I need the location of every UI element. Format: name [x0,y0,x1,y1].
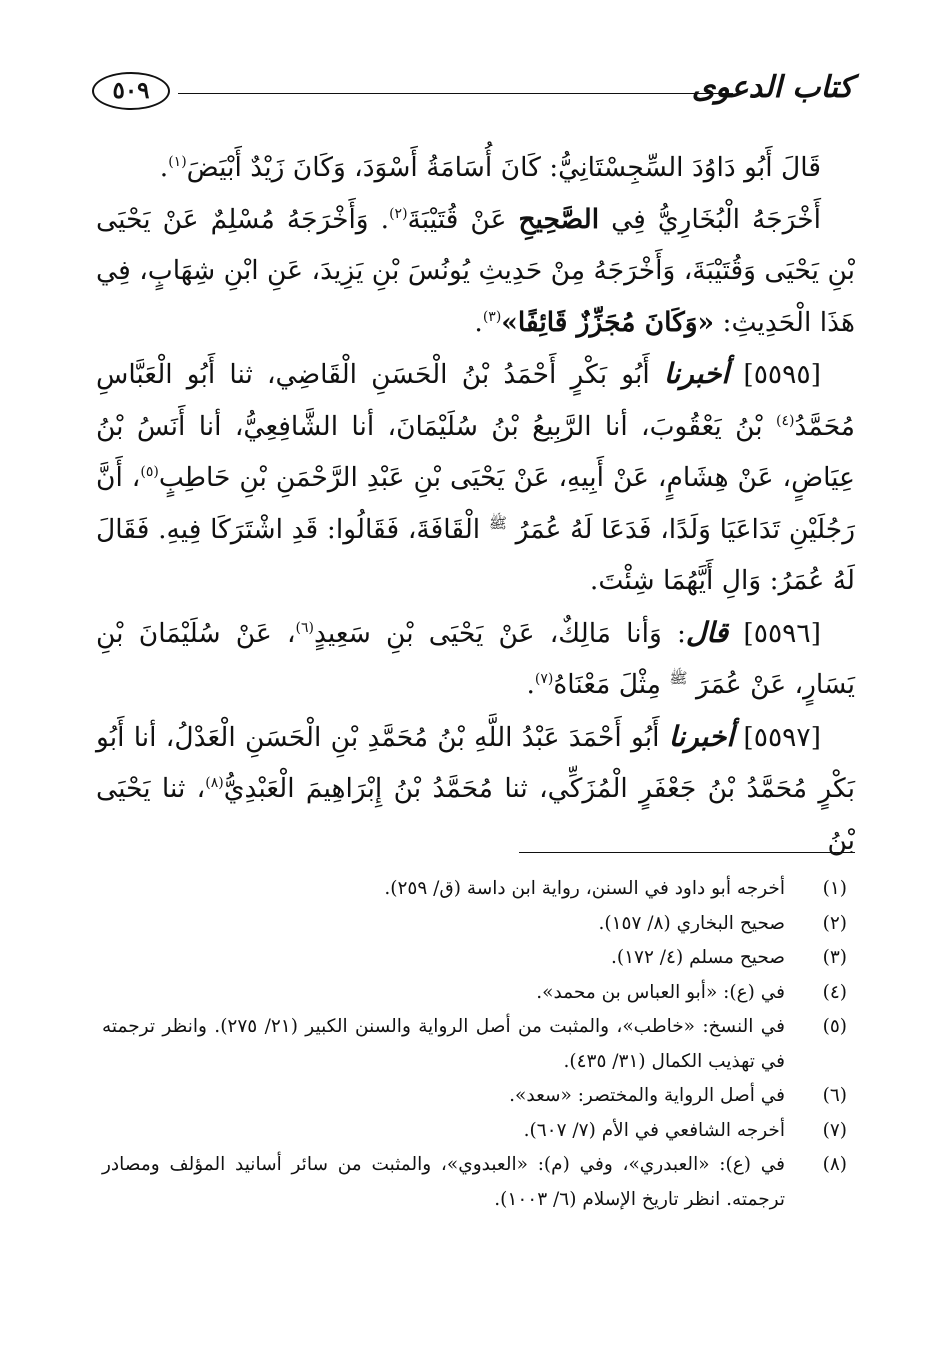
footnote-item [102,872,847,907]
paragraph-text: . [159,152,169,183]
footnote-item [102,941,847,976]
footnotes-list [102,872,847,1217]
hadith-number: [٥٥٩٥] [743,359,821,390]
footnote-text: في (ع): «العبدري»، وفي (م): «العبدوي»، والمثبت من سائر أسانيد المؤلف ومصادر ترجمته. انظر تاريخ الإسلام (٦/ ١٠٠٣). [102,1154,785,1210]
hadith-5596 [96,607,855,711]
paragraph-text: ، عَنْ سُلَيْمَانَ بْنِ يَسَارٍ، عَنْ عُمَرَ [96,617,855,700]
book-name: الصَّحِيحِ [518,203,600,235]
paragraph-abu-dawud [96,142,855,194]
footnote-text: أخرجه أبو داود في السنن، رواية ابن داسة (ق/ ٢٥٩). [384,878,785,899]
footnote-item [102,1114,847,1149]
footnote-ref: (٦) [295,619,314,636]
footnote-number: (٥) [822,1016,847,1037]
footnote-separator [519,852,855,853]
main-text [96,142,855,866]
footnote-ref: (٧) [534,671,554,688]
footnote-number: (٦) [822,1085,847,1106]
paragraph-text: مِثْلَ مَعْنَاهُ [553,669,670,700]
footnote-item [102,1079,847,1114]
hadith-5597 [96,711,855,867]
footnote-number: (٨) [822,1154,847,1175]
footnote-text: في أصل الرواية والمختصر: «سعد». [509,1085,785,1106]
book-title: كتاب الدعوى [691,70,853,105]
honorific-glyph: ﷺ [488,513,507,532]
narration-lead: أخبرنا [663,357,730,390]
honorific-glyph: ﷺ [669,669,688,688]
footnote-text: صحيح البخاري (٨/ ١٥٧). [598,912,785,934]
footnote-text: في (ع): «أبو العباس بن محمد». [536,981,785,1003]
paragraph-text: . [474,306,483,338]
footnote-item [102,1010,847,1079]
paragraph-text: أَبُو أَحْمَدَ عَبْدُ اللَّهِ بْنُ مُحَمَّدِ بْنِ الْحَسَنِ الْعَدْلُ، أنا أَبُو بَكْرٍ مُحَمَّدُ بْنُ جَعْفَرٍ الْمُزَكِّي، ثنا مُحَمَّدُ بْنُ إِبْرَاهِيمَ الْعَبْدِيُّ [96,721,856,804]
hadith-number: [٥٥٩٧] [743,721,821,753]
footnote-number: (٤) [822,981,847,1003]
paragraph-text: : وَأنا مَالِكٌ، عَنْ يَحْيَى بْنِ سَعِيدٍ [313,617,686,649]
paragraph-text: أَبُو بَكْرٍ أَحْمَدُ بْنُ الْحَسَنِ الْقَاضِي، ثنا أَبُو الْعَبَّاسِ مُحَمَّدُ [96,359,855,442]
narration-lead: قال [685,615,729,649]
paragraph-text: . وَأَخْرَجَهُ مُسْلِمٌ عَنْ يَحْيَى بْنِ يَحْيَى وَقُتَيْبَةَ، وَأَخْرَجَهُ مِنْ حَدِيثِ يُونُسَ بْنِ يَزِيدَ، عَنِ ابْنِ شِهَابٍ، فِي هَذَا الْحَدِيثِ: [96,203,855,338]
paragraph-text: أَخْرَجَهُ الْبُخَارِيُّ فِي [599,203,822,235]
paragraph-text: الْقَافَةَ، فَقَالُوا: قَدِ اشْتَرَكَا فِيهِ. فَقَالَ لَهُ عُمَرُ: وَالِ أَيَّهُمَا شِئْتَ. [96,513,855,596]
footnote-ref: (٥) [140,464,159,481]
paragraph-takhrij [96,194,855,349]
hadith-number: [٥٥٩٦] [743,617,821,649]
footnote-text: صحيح مسلم (٤/ ١٧٢). [611,947,785,968]
narration-lead: أخبرنا [668,719,735,753]
footnote-number: (٣) [822,947,847,968]
footnote-ref: (٨) [205,775,224,792]
footnote-number: (٧) [822,1119,847,1141]
paragraph-text: . [526,669,535,700]
header-rule [178,93,733,94]
running-header [92,66,853,122]
hadith-quote: «وَكَانَ مُجَزِّزٌ قَائِفًا» [501,306,715,338]
paragraph-text: قَالَ أَبُو دَاوُدَ السِّجِسْتَانِيُّ: كَانَ أُسَامَةُ أَسْوَدَ، وَكَانَ زَيْدٌ أَبْيَضَ [186,152,821,183]
footnote-item [102,907,847,942]
footnote-ref: (١) [168,154,187,171]
footnote-text: في النسخ: «خاطب»، والمثبت من أصل الرواية والسنن الكبير (٢١/ ٢٧٥). وانظر ترجمته في تهذيب الكمال (٣١/ ٤٣٥). [102,1016,785,1072]
paragraph-text: عَنْ قُتَيْبَةَ [407,203,519,235]
footnote-item [102,1148,847,1217]
footnote-text: أخرجه الشافعي في الأم (٧/ ٦٠٧). [523,1119,785,1141]
paragraph-text: ، أَنَّ رَجُلَيْنِ تَدَاعَيَا وَلَدًا، فَدَعَا لَهُ عُمَرُ [96,462,855,545]
footnote-number: (١) [822,878,847,899]
page-number: ٥٠٩ [92,72,170,110]
footnote-ref: (٢) [389,205,408,222]
paragraph-text: ، ثنا يَحْيَى بْنُ [96,773,855,856]
footnote-number: (٢) [822,912,847,934]
paragraph-text: بْنُ يَعْقُوبَ، أنا الرَّبِيعُ بْنُ سُلَيْمَانَ، أنا الشَّافِعِيُّ، أنا أَنَسُ بْنُ عِيَاضٍ، عَنْ هِشَامٍ، عَنْ أَبِيهِ، عَنْ يَحْيَى بْنِ عَبْدِ الرَّحْمَنِ بْنِ حَاطِبٍ [96,410,855,493]
hadith-5595 [96,348,855,607]
footnote-ref: (٣) [482,308,502,325]
footnote-ref: (٤) [776,412,795,429]
footnote-item [102,976,847,1011]
